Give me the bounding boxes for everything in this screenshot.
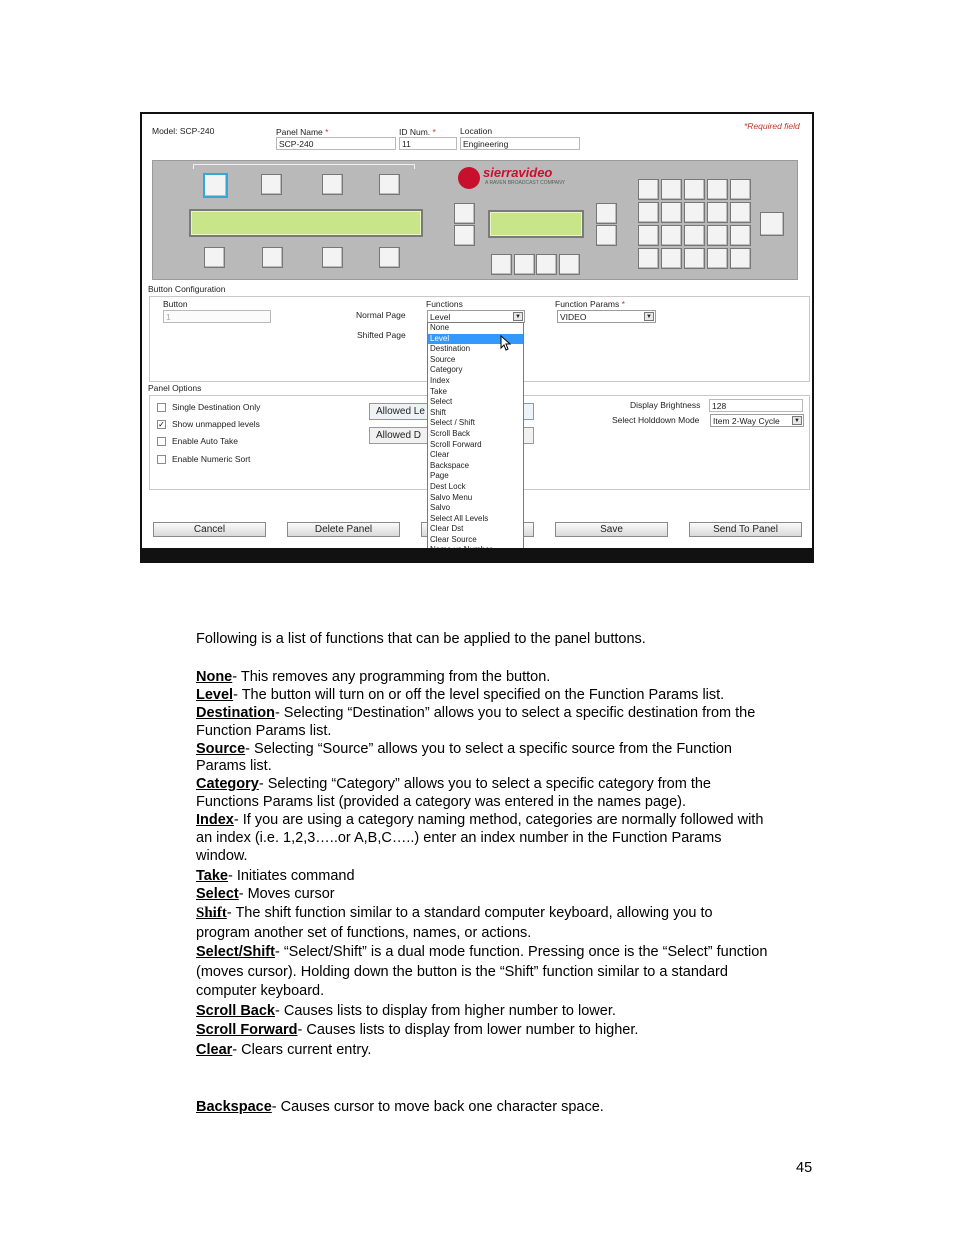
- dropdown-option[interactable]: Scroll Forward: [430, 439, 482, 449]
- dropdown-option[interactable]: Level: [428, 334, 523, 345]
- location-label: Location: [460, 126, 493, 136]
- entry-index-cont2: window.: [196, 848, 248, 864]
- keypad-button[interactable]: [638, 179, 659, 200]
- entry-shift: Shift- The shift function similar to a standard computer keyboard, allowing you to: [196, 905, 713, 921]
- entry-select: Select- Moves cursor: [196, 886, 335, 902]
- dropdown-option[interactable]: Salvo: [430, 503, 451, 513]
- select-holddown-select[interactable]: Item 2-Way Cycle ▼: [710, 414, 804, 427]
- checkbox-auto-take[interactable]: [157, 437, 166, 446]
- panel-name-label: Panel Name *: [276, 127, 329, 137]
- functions-select[interactable]: Level ▼: [427, 310, 525, 323]
- intro-paragraph: Following is a list of functions that can be applied to the panel buttons.: [196, 631, 646, 647]
- entry-scroll-back: Scroll Back- Causes lists to display from higher number to lower.: [196, 1003, 616, 1019]
- dropdown-option[interactable]: Salvo Menu: [430, 492, 473, 502]
- chevron-down-icon: ▼: [792, 416, 802, 425]
- entry-select-shift: Select/Shift- “Select/Shift” is a dual mode function. Pressing once is the “Select” function: [196, 944, 768, 960]
- panel-button-10[interactable]: [454, 225, 475, 246]
- checkbox-label: Single Destination Only: [172, 402, 261, 412]
- allowed-destinations-button[interactable]: Allowed D: [369, 427, 534, 444]
- entry-source-cont: Params list.: [196, 758, 272, 774]
- dropdown-option[interactable]: Index: [430, 375, 450, 385]
- keypad-button[interactable]: [661, 202, 682, 223]
- keypad-button[interactable]: [707, 248, 728, 269]
- panel-button-14[interactable]: [514, 254, 535, 275]
- entry-index: Index- If you are using a category naming method, categories are normally followed with: [196, 812, 764, 828]
- allowed-levels-button[interactable]: Allowed Le: [369, 403, 534, 420]
- button-label: Button: [163, 299, 188, 309]
- normal-page-label: Normal Page: [356, 310, 406, 320]
- keypad-button[interactable]: [707, 202, 728, 223]
- chevron-down-icon: ▼: [644, 312, 654, 321]
- keypad-button[interactable]: [684, 202, 705, 223]
- lcd-display-left: [189, 209, 423, 237]
- dropdown-option[interactable]: Clear: [430, 450, 450, 460]
- checkbox-label: Enable Numeric Sort: [172, 454, 251, 464]
- dropdown-option[interactable]: Source: [430, 354, 456, 364]
- panel-button-1[interactable]: [203, 173, 228, 198]
- entry-category-cont: Functions Params list (provided a category was entered in the names page).: [196, 794, 687, 810]
- keypad-button[interactable]: [661, 248, 682, 269]
- keypad-button[interactable]: [684, 179, 705, 200]
- select-holddown-label: Select Holddown Mode: [612, 415, 700, 425]
- entry-take: Take- Initiates command: [196, 868, 355, 884]
- keypad-button[interactable]: [661, 225, 682, 246]
- send-to-panel-button[interactable]: Send To Panel: [689, 522, 802, 537]
- keypad-button[interactable]: [730, 225, 751, 246]
- panel-button-13[interactable]: [491, 254, 512, 275]
- checkbox-numeric-sort[interactable]: [157, 455, 166, 464]
- functions-label: Functions: [426, 299, 463, 309]
- entry-source: Source- Selecting “Source” allows you to select a specific source from the Function: [196, 741, 732, 757]
- save-button[interactable]: Save: [555, 522, 668, 537]
- logo-icon: [458, 167, 480, 189]
- entry-destination: Destination- Selecting “Destination” allows you to select a specific destination from the: [196, 705, 756, 721]
- panel-button-12[interactable]: [596, 225, 617, 246]
- button-input[interactable]: 1: [163, 310, 271, 323]
- lcd-display-right: [488, 210, 584, 238]
- shifted-page-label: Shifted Page: [357, 330, 406, 340]
- checkbox-label: Enable Auto Take: [172, 436, 239, 446]
- entry-none: None- This removes any programming from the button.: [196, 669, 551, 685]
- dropdown-option[interactable]: Page: [430, 471, 449, 481]
- panel-button-6[interactable]: [262, 247, 283, 268]
- entry-shift-cont: program another set of functions, names, or actions.: [196, 925, 532, 941]
- dropdown-option[interactable]: Destination: [430, 344, 471, 354]
- keypad-button[interactable]: [730, 248, 751, 269]
- keypad-button[interactable]: [638, 225, 659, 246]
- keypad-button[interactable]: [638, 202, 659, 223]
- panel-button-5[interactable]: [204, 247, 225, 268]
- keypad-button[interactable]: [730, 179, 751, 200]
- entry-backspace: Backspace- Causes cursor to move back one character space.: [196, 1099, 604, 1115]
- display-brightness-label: Display Brightness: [630, 400, 701, 410]
- panel-bracket: [193, 164, 415, 169]
- panel-button-2[interactable]: [261, 174, 282, 195]
- entry-destination-cont: Function Params list.: [196, 723, 332, 739]
- display-brightness-input[interactable]: 128: [709, 399, 803, 412]
- id-input[interactable]: 11: [399, 137, 457, 150]
- panel-graphic: [152, 160, 798, 280]
- dropdown-option[interactable]: Backspace: [430, 460, 470, 470]
- config-screenshot: [140, 112, 814, 563]
- location-input[interactable]: Engineering: [460, 137, 580, 150]
- id-label: ID Num. *: [399, 127, 436, 137]
- keypad-button[interactable]: [684, 248, 705, 269]
- delete-panel-button[interactable]: Delete Panel: [287, 522, 400, 537]
- dropdown-option[interactable]: Dest Lock: [430, 481, 466, 491]
- keypad-button[interactable]: [707, 179, 728, 200]
- panel-button-8[interactable]: [379, 247, 400, 268]
- entry-clear: Clear- Clears current entry.: [196, 1042, 372, 1058]
- panel-options-title: Panel Options: [148, 383, 202, 393]
- entry-index-cont: an index (i.e. 1,2,3…..or A,B,C…..) enter an index number in the Function Params: [196, 830, 722, 846]
- cancel-button[interactable]: Cancel: [153, 522, 266, 537]
- dropdown-option[interactable]: Select: [430, 397, 453, 407]
- keypad-button[interactable]: [638, 248, 659, 269]
- panel-button-15[interactable]: [536, 254, 557, 275]
- entry-select-shift-cont: (moves cursor). Holding down the button is the “Shift” function similar to a standard: [196, 964, 728, 980]
- required-note: *Required field: [744, 121, 800, 131]
- dropdown-option[interactable]: Select / Shift: [430, 418, 475, 428]
- panel-name-input[interactable]: SCP-240: [276, 137, 396, 150]
- button-config-title: Button Configuration: [148, 284, 226, 294]
- panel-button-enter[interactable]: [760, 212, 784, 236]
- dropdown-option[interactable]: Clear Source: [430, 534, 477, 544]
- panel-button-9[interactable]: [454, 203, 475, 224]
- keypad-button[interactable]: [684, 225, 705, 246]
- page-number: 45: [796, 1160, 813, 1176]
- dropdown-option[interactable]: Scroll Back: [430, 428, 471, 438]
- checkbox-label: Show unmapped levels: [172, 419, 260, 429]
- screenshot-bottom-bar: [140, 548, 814, 563]
- panel-button-3[interactable]: [322, 174, 343, 195]
- model-label: Model: SCP-240: [152, 126, 215, 136]
- entry-category: Category- Selecting “Category” allows you to select a specific category from the: [196, 776, 711, 792]
- checkbox-single-destination[interactable]: [157, 403, 166, 412]
- keypad-button[interactable]: [730, 202, 751, 223]
- dropdown-option[interactable]: Shift: [430, 407, 447, 417]
- dropdown-option[interactable]: Select All Levels: [430, 513, 489, 523]
- panel-button-16[interactable]: [559, 254, 580, 275]
- logo-brand: sierravideo: [483, 165, 553, 180]
- logo-tagline: A RAVEN BROADCAST COMPANY: [485, 180, 566, 186]
- function-params-label: Function Params *: [555, 299, 625, 309]
- checkbox-show-unmapped[interactable]: ✓: [158, 420, 165, 429]
- mouse-cursor-icon: [500, 335, 512, 351]
- keypad-button[interactable]: [707, 225, 728, 246]
- keypad-button[interactable]: [661, 179, 682, 200]
- dropdown-option[interactable]: Take: [430, 386, 447, 396]
- dropdown-option[interactable]: Clear Dst: [430, 524, 464, 534]
- panel-keypad: [638, 179, 753, 273]
- panel-button-4[interactable]: [379, 174, 400, 195]
- chevron-down-icon: ▼: [513, 312, 523, 321]
- dropdown-option[interactable]: None: [430, 323, 450, 332]
- dropdown-option[interactable]: Category: [430, 365, 463, 375]
- function-params-select[interactable]: VIDEO ▼: [557, 310, 656, 323]
- panel-button-11[interactable]: [596, 203, 617, 224]
- entry-scroll-forward: Scroll Forward- Causes lists to display from lower number to higher.: [196, 1022, 639, 1038]
- panel-button-7[interactable]: [322, 247, 343, 268]
- entry-select-shift-cont2: computer keyboard.: [196, 983, 325, 999]
- functions-dropdown-list[interactable]: [427, 322, 524, 558]
- entry-level: Level- The button will turn on or off the level specified on the Function Params list.: [196, 687, 725, 703]
